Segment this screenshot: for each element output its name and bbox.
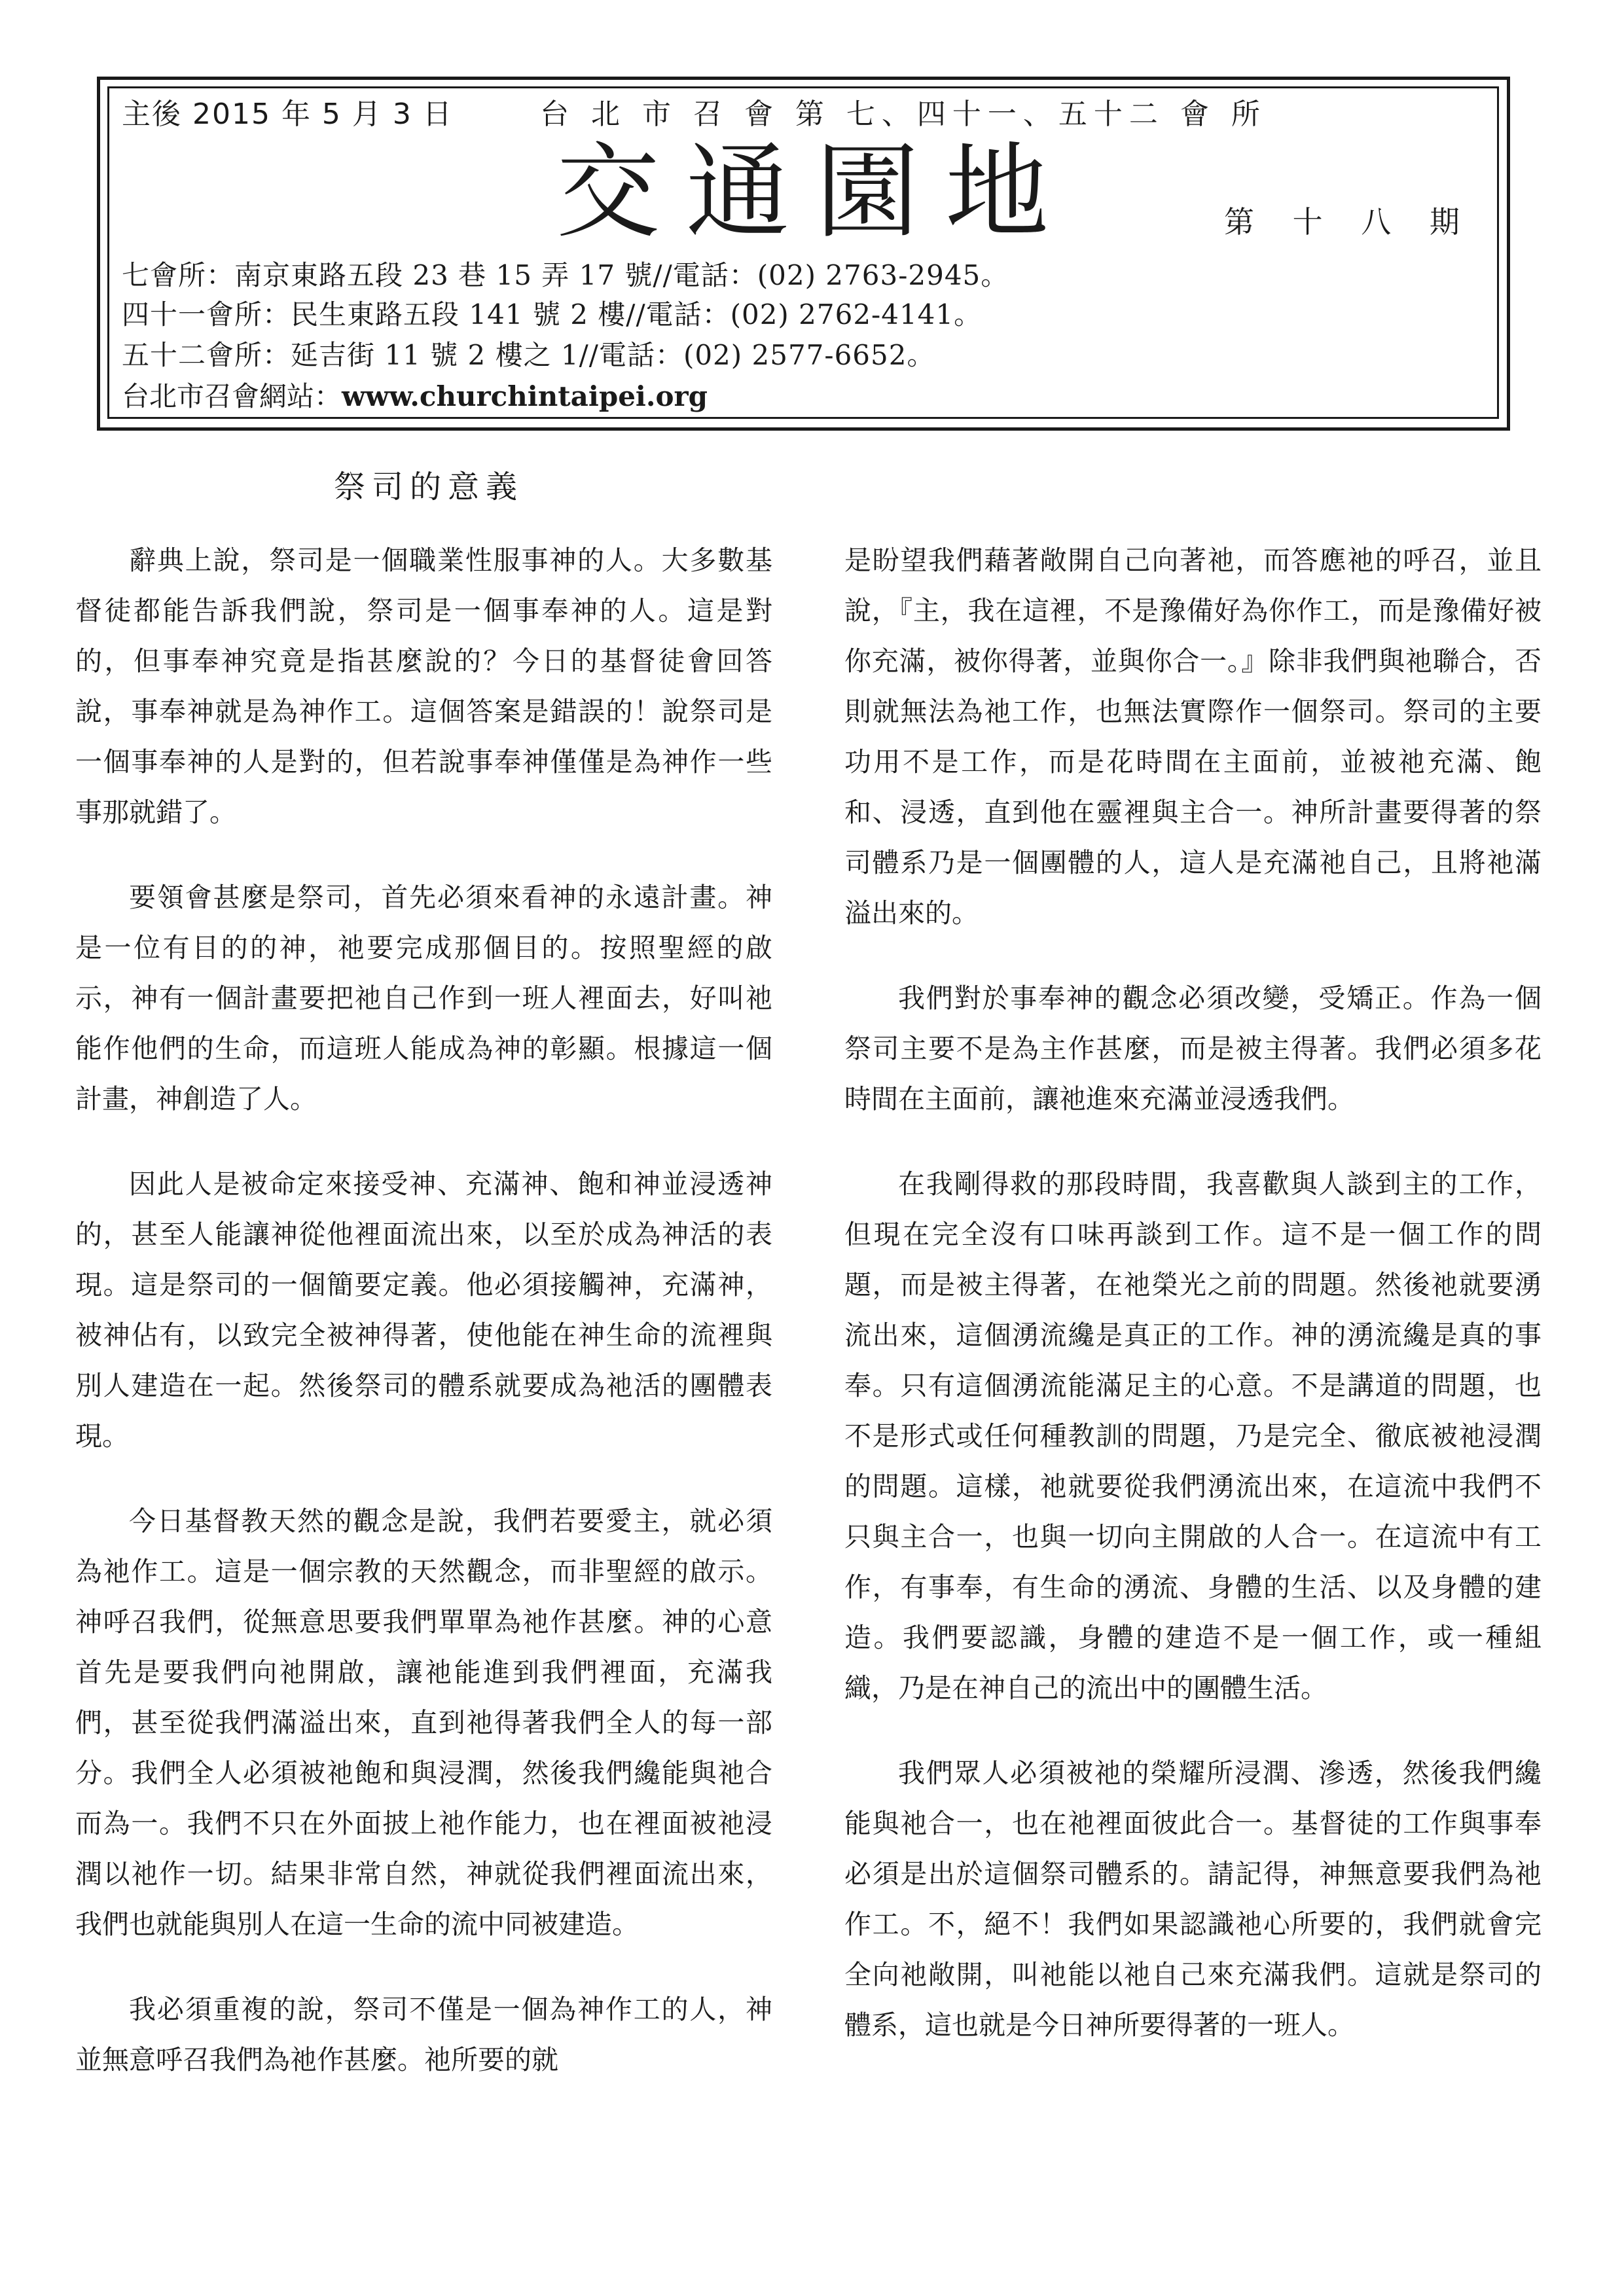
paragraph: 因此人是被命定來接受神、充滿神、飽和神並浸透神的，甚至人能讓神從他裡面流出來，以至於成為神活的表現。這是祭司的一個簡要定義。他必須接觸神，充滿神，被神佔有，以致完全被神得著，使他能在神生命的流裡與別人建造在一起。然後祭司的體系就要成為祂活的團體表現。	[75, 1168, 772, 1452]
paragraph: 我們對於事奉神的觀念必須改變，受矯正。作為一個祭司主要不是為主作甚麼，而是被主得著。我們必須多花時間在主面前，讓祂進來充滿並浸透我們。	[844, 982, 1542, 1115]
paragraph: 今日基督教天然的觀念是說，我們若要愛主，就必須為祂作工。這是一個宗教的天然觀念，而非聖經的啟示。神呼召我們，從無意思要我們單單為祂作甚麼。神的心意首先是要我們向祂開啟，讓祂能進到我們裡面，充滿我們，甚至從我們滿溢出來，直到祂得著我們全人的每一部分。我們全人必須被祂飽和與浸潤，然後我們纔能與祂合而為一。我們不只在外面披上祂作能力，也在裡面被祂浸潤以祂作一切。結果非常自然，神就從我們裡面流出來，我們也就能與別人在這一生命的流中同被建造。	[75, 1505, 772, 1940]
paragraph: 我必須重複的說，祭司不僅是一個為神作工的人，神並無意呼召我們為祂作甚麼。祂所要的就	[75, 1994, 772, 2075]
paragraph: 在我剛得救的那段時間，我喜歡與人談到主的工作，但現在完全沒有口味再談到工作。這不是一個工作的問題，而是被主得著，在祂榮光之前的問題。然後祂就要湧流出來，這個湧流纔是真正的工作。神的湧流纔是真的事奉。只有這個湧流能滿足主的心意。不是講道的問題，也不是形式或任何種教訓的問題，乃是完全、徹底被祂浸潤的問題。這樣，祂就要從我們湧流出來，在這流中我們不只與主合一，也與一切向主開啟的人合一。在這流中有工作，有事奉，有生命的湧流、身體的生活、以及身體的建造。我們要認識，身體的建造不是一個工作，或一種組織，乃是在神自己的流出中的團體生活。	[844, 1168, 1542, 1704]
website-label: 台北市召會網站：	[122, 380, 342, 412]
website-url[interactable]: www.churchintaipei.org	[342, 380, 708, 412]
newsletter-title: 交通園地	[556, 132, 1075, 253]
address-hall-52: 五十二會所：延吉街 11 號 2 樓之 1//電話：(02) 2577-6652。	[122, 339, 935, 371]
church-name: 台 北 市 召 會 第 七、四十一、五十二 會 所	[540, 98, 1267, 131]
issue-number: 第 十 八 期	[1224, 204, 1474, 240]
paragraph: 我們眾人必須被祂的榮耀所浸潤、滲透，然後我們纔能與祂合一，也在祂裡面彼此合一。基督徒的工作與事奉必須是出於這個祭司體系的。請記得，神無意要我們為祂作工。不，絕不！我們如果認識祂心所要的，我們就會完全向祂敞開，叫祂能以祂自己來充滿我們。這就是祭司的體系，這也就是今日神所要得著的一班人。	[844, 1757, 1542, 2041]
article-column-right	[844, 535, 1542, 2085]
website-line	[122, 380, 708, 412]
issue-date: 主後 2015 年 5 月 3 日	[122, 98, 453, 131]
paragraph: 要領會甚麼是祭司，首先必須來看神的永遠計畫。神是一位有目的的神，祂要完成那個目的。按照聖經的啟示，神有一個計畫要把祂自己作到一班人裡面去，好叫祂能作他們的生命，而這班人能成為神的彰顯。根據這一個計畫，神創造了人。	[75, 882, 772, 1115]
address-hall-41: 四十一會所：民生東路五段 141 號 2 樓//電話：(02) 2762-4141。	[122, 298, 983, 331]
article-column-left	[75, 535, 772, 2120]
address-hall-7: 七會所：南京東路五段 23 巷 15 弄 17 號//電話：(02) 2763-2945。	[122, 259, 1009, 291]
paragraph-continued: 是盼望我們藉著敞開自己向著祂，而答應祂的呼召，並且說，『主，我在這裡，不是豫備好為你作工，而是豫備好被你充滿，被你得著，並與你合一。』除非我們與祂聯合，否則就無法為祂工作，也無法實際作一個祭司。祭司的主要功用不是工作，而是花時間在主面前，並被祂充滿、飽和、浸透，直到他在靈裡與主合一。神所計畫要得著的祭司體系乃是一個團體的人，這人是充滿祂自己，且將祂滿溢出來的。	[844, 545, 1542, 929]
article-title: 祭司的意義	[334, 469, 524, 505]
paragraph: 辭典上說，祭司是一個職業性服事神的人。大多數基督徒都能告訴我們說，祭司是一個事奉神的人。這是對的，但事奉神究竟是指甚麼說的？今日的基督徒會回答說，事奉神就是為神作工。這個答案是錯誤的！說祭司是一個事奉神的人是對的，但若說事奉神僅僅是為神作一些事那就錯了。	[75, 545, 772, 828]
